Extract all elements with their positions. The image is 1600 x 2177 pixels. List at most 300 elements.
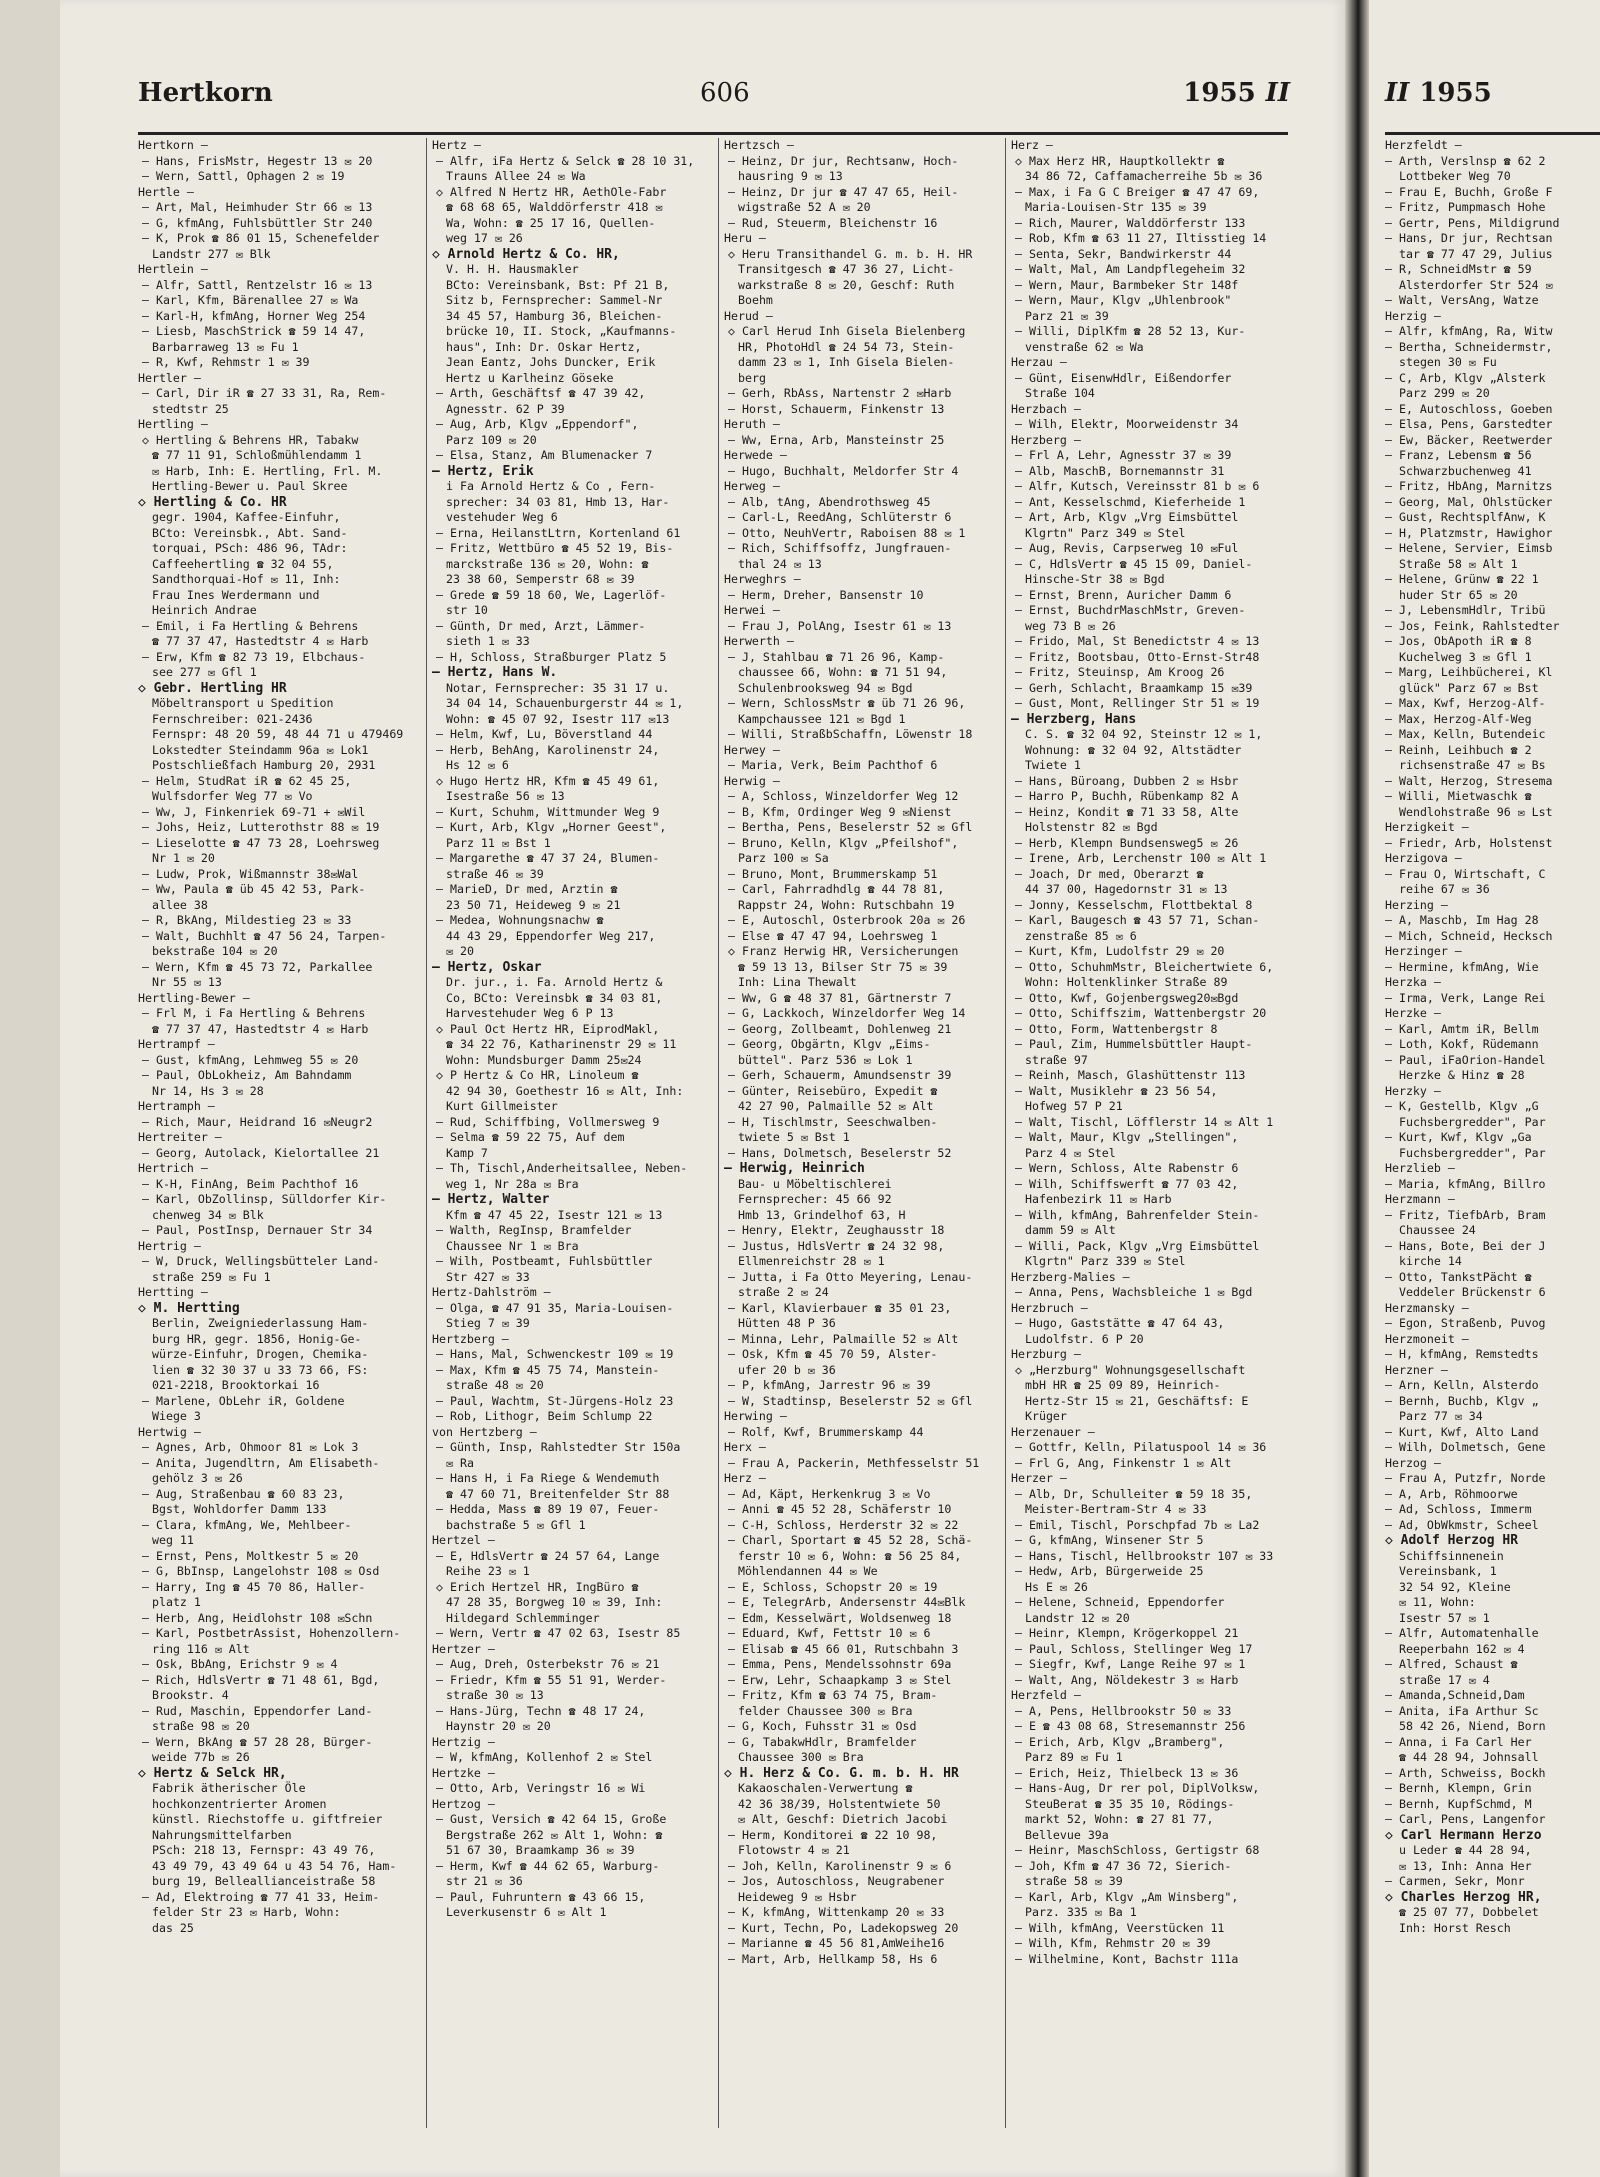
directory-entry: — Günth, Dr med, Arzt, Lämmer- xyxy=(436,618,646,633)
directory-entry: 34 04 14, Schauenburgerstr 44 ✉ 1, xyxy=(446,696,684,710)
directory-entry: V. H. H. Hausmakler xyxy=(446,262,579,276)
directory-entry: — Irene, Arb, Lerchenstr 100 ✉ Alt 1 xyxy=(1015,851,1267,865)
directory-entry: Veddeler Brückenstr 6 xyxy=(1399,1285,1546,1299)
directory-entry: — Wilhelmine, Kont, Bachstr 111a xyxy=(1015,1951,1239,1966)
directory-entry: — Herb, BehAng, Karolinenstr 24, xyxy=(436,742,660,757)
surname-heading: Heru — xyxy=(724,231,766,245)
surname-heading: Herzig — xyxy=(1385,308,1441,323)
directory-entry: — Karl, Kfm, Bärenallee 27 ✉ Wa xyxy=(142,293,359,307)
directory-entry: ☎ 25 07 77, Dobbelet xyxy=(1399,1905,1539,1919)
directory-entry: — Horst, Schauerm, Finkenstr 13 xyxy=(728,401,945,416)
directory-entry: haus", Inh: Dr. Oskar Hertz, xyxy=(446,339,642,354)
directory-entry: straße 30 ✉ 13 xyxy=(446,1688,544,1702)
directory-entry: PSch: 218 13, Fernspr: 43 49 76, xyxy=(152,1843,376,1857)
directory-entry: — Max, i Fa G C Breiger ☎ 47 47 69, xyxy=(1015,184,1260,199)
directory-entry: — Walt, Musiklehr ☎ 23 56 54, xyxy=(1015,1083,1218,1098)
directory-entry: — Wilh, Kfm, Rehmstr 20 ✉ 39 xyxy=(1015,1936,1211,1950)
directory-entry: — Gottfr, Kelln, Pilatuspool 14 ✉ 36 xyxy=(1015,1440,1267,1454)
directory-entry: Chaussee 300 ✉ Bra xyxy=(738,1750,864,1764)
directory-entry: C. S. ☎ 32 04 92, Steinstr 12 ✉ 1, xyxy=(1025,727,1263,741)
directory-columns xyxy=(138,138,1288,2128)
directory-entry: — Emil, Tischl, Porschpfad 7b ✉ La2 xyxy=(1015,1517,1260,1532)
directory-entry: ☎ 59 13 13, Bilser Str 75 ✉ 39 xyxy=(738,959,948,974)
surname-heading: Herzbach — xyxy=(1011,401,1081,416)
directory-entry: Hildegard Schlemminger xyxy=(446,1610,600,1625)
directory-entry: gehölz 3 ✉ 26 xyxy=(152,1471,243,1485)
directory-entry: Landstr 277 ✉ Blk xyxy=(152,246,271,261)
surname-heading: Hertzel — xyxy=(432,1533,495,1547)
directory-entry: ✉ Harb, Inh: E. Hertling, Frl. M. xyxy=(152,463,383,478)
directory-entry: künstl. Riechstoffe u. giftfreier xyxy=(152,1812,383,1826)
directory-entry: — MarieD, Dr med, Arztin ☎ xyxy=(436,882,618,896)
directory-entry: Bergstraße 262 ✉ Alt 1, Wohn: ☎ xyxy=(446,1827,663,1842)
surname-heading: Herzky — xyxy=(1385,1083,1441,1098)
directory-entry: — Jos, Autoschloss, Neugrabener xyxy=(728,1874,945,1888)
directory-entry: — C-H, Schloss, Herderstr 32 ✉ 22 xyxy=(728,1517,959,1532)
directory-entry: — Hans, Bote, Bei der J xyxy=(1385,1238,1546,1253)
directory-entry: — W, Druck, Wellingsbütteler Land- xyxy=(142,1254,380,1268)
column-3 xyxy=(724,138,1004,2128)
directory-entry: — Hans, Büroang, Dubben 2 ✉ Hsbr xyxy=(1015,773,1239,788)
directory-entry: — Ww, J, Finkenriek 69-71 + ✉Wil xyxy=(142,804,366,819)
surname-heading: Hertrig — xyxy=(138,1238,201,1253)
directory-entry: Berlin, Zweigniederlassung Ham- xyxy=(152,1316,369,1330)
firm-entry: ◇ Charles Herzog HR, xyxy=(1385,1889,1542,1905)
directory-entry: — R, Kwf, Rehmstr 1 ✉ 39 xyxy=(142,355,310,369)
directory-entry: — Amanda,Schneid,Dam xyxy=(1385,1688,1525,1702)
directory-entry: — Walth, RegInsp, Bramfelder xyxy=(436,1223,632,1237)
directory-entry: Ellmenreichstr 28 ✉ 1 xyxy=(738,1254,885,1268)
directory-entry: — Carl, Fahrradhdlg ☎ 44 78 81, xyxy=(728,882,945,896)
directory-entry: — Alfred, Schaust ☎ xyxy=(1385,1657,1518,1671)
surname-heading: Hertramph — xyxy=(138,1099,215,1113)
directory-entry: — E ☎ 43 08 68, Stresemannstr 256 xyxy=(1015,1719,1246,1733)
volume-label: II xyxy=(1265,78,1290,108)
directory-entry: — Ernst, BuchdrMaschMstr, Greven- xyxy=(1015,603,1246,617)
directory-entry: — Helm, Kwf, Lu, Böverstland 44 xyxy=(436,727,653,741)
directory-entry: Kurt Gillmeister xyxy=(446,1099,558,1113)
directory-entry: — Ant, Kesselschmd, Kieferheide 1 xyxy=(1015,494,1246,509)
directory-entry: Klgrtn" Parz 349 ✉ Stel xyxy=(1025,525,1186,540)
directory-entry: — Günth, Insp, Rahlstedter Str 150a xyxy=(436,1440,681,1454)
directory-entry: — Gust, Mont, Rellinger Str 51 ✉ 19 xyxy=(1015,696,1260,710)
directory-entry: wigstraße 52 A ✉ 20 xyxy=(738,200,871,214)
firm-entry: ◇ Carl Hermann Herzo xyxy=(1385,1827,1542,1843)
surname-heading: Herzke — xyxy=(1385,1006,1441,1020)
surname-heading: Herzka — xyxy=(1385,975,1441,989)
surname-heading: Herweg — xyxy=(724,479,780,493)
directory-entry: — Maria, Verk, Beim Pachthof 6 xyxy=(728,758,938,772)
directory-entry: weg 73 B ✉ 26 xyxy=(1025,618,1116,633)
directory-entry: — Anita, Jugendltrn, Am Elisabeth- xyxy=(142,1455,380,1470)
directory-entry: stedtstr 25 xyxy=(152,401,229,416)
directory-entry: — Hugo, Gaststätte ☎ 47 64 43, xyxy=(1015,1316,1225,1330)
directory-entry: Heideweg 9 ✉ Hsbr xyxy=(738,1889,857,1904)
directory-entry: — Ludw, Prok, Wißmannstr 38✉Wal xyxy=(142,866,359,881)
directory-entry: 51 67 30, Braamkamp 36 ✉ 39 xyxy=(446,1843,635,1857)
directory-entry: burg HR, gegr. 1856, Honig-Ge- xyxy=(152,1331,362,1346)
directory-entry: str 10 xyxy=(446,603,488,617)
directory-entry: — Rob, Kfm ☎ 63 11 27, Iltisstieg 14 xyxy=(1015,231,1267,245)
directory-entry: — Edm, Kesselwärt, Woldsenweg 18 xyxy=(728,1610,952,1625)
directory-entry: Notar, Fernsprecher: 35 31 17 u. xyxy=(446,680,670,695)
directory-entry: — H, Tischlmstr, Seeschwalben- xyxy=(728,1114,938,1129)
directory-entry: Reihe 23 ✉ 1 xyxy=(446,1564,530,1578)
directory-entry: Nr 55 ✉ 13 xyxy=(152,975,222,989)
directory-entry: ufer 20 b ✉ 36 xyxy=(738,1362,836,1377)
directory-entry: — Frau A, Packerin, Methfesselstr 51 xyxy=(728,1455,980,1470)
directory-entry: — Bruno, Mont, Brummerskamp 51 xyxy=(728,866,938,881)
directory-entry: — Lieselotte ☎ 47 73 28, Loehrsweg xyxy=(142,835,380,850)
directory-entry: — Jutta, i Fa Otto Meyering, Lenau- xyxy=(728,1269,973,1284)
directory-entry: Möbeltransport u Spedition xyxy=(152,696,334,710)
directory-entry: — Aug, Revis, Carpserweg 10 ✉Ful xyxy=(1015,541,1239,555)
directory-entry: Wohn: Mundsburger Damm 25✉24 xyxy=(446,1052,642,1067)
directory-entry: Str 427 ✉ 33 xyxy=(446,1269,530,1284)
directory-entry: — Anni ☎ 45 52 28, Schäferstr 10 xyxy=(728,1502,952,1516)
directory-entry: Wohnung: ☎ 32 04 92, Altstädter xyxy=(1025,742,1242,757)
directory-entry: Boehm xyxy=(738,293,773,307)
year-label: 1955 xyxy=(1183,78,1256,108)
next-page-volume: II xyxy=(1385,78,1410,108)
directory-entry: — Willi, DiplKfm ☎ 28 52 13, Kur- xyxy=(1015,324,1246,338)
directory-entry: — Senta, Sekr, Bandwirkerstr 44 xyxy=(1015,246,1232,261)
directory-entry: 47 28 35, Borgweg 10 ✉ 39, Inh: xyxy=(446,1595,663,1609)
firm-entry: — Hertz, Erik xyxy=(432,463,534,479)
directory-entry: — Hans H, i Fa Riege & Wendemuth xyxy=(436,1471,660,1485)
directory-entry: Fabrik ätherischer Öle xyxy=(152,1781,306,1795)
directory-entry: — Carl, Pens, Langenfor xyxy=(1385,1812,1546,1826)
directory-entry: — Gust, kfmAng, Lehmweg 55 ✉ 20 xyxy=(142,1052,359,1067)
book-gutter xyxy=(1345,0,1369,2177)
directory-entry: ◇ Hertling & Behrens HR, Tabakw xyxy=(142,432,359,447)
directory-entry: Klgrtn" Parz 339 ✉ Stel xyxy=(1025,1254,1186,1268)
directory-entry: Kfm ☎ 47 45 22, Isestr 121 ✉ 13 xyxy=(446,1207,663,1222)
directory-entry: — Otto, Kwf, Gojenbergsweg20✉Bgd xyxy=(1015,990,1239,1005)
directory-entry: — Ad, Elektroing ☎ 77 41 33, Heim- xyxy=(142,1889,380,1904)
directory-entry: — Günt, EisenwHdlr, Eißendorfer xyxy=(1015,370,1232,385)
directory-entry: — Willi, StraßbSchaffn, Löwenstr 18 xyxy=(728,727,973,741)
directory-entry: ☎ 77 11 91, Schloßmühlendamm 1 xyxy=(152,448,362,462)
directory-entry: — Gust, RechtsplfAnw, K xyxy=(1385,510,1546,524)
directory-entry: — Hans-Aug, Dr rer pol, DiplVolksw, xyxy=(1015,1781,1260,1795)
directory-entry: weide 77b ✉ 26 xyxy=(152,1750,250,1764)
directory-entry: — E, Schloss, Schopstr 20 ✉ 19 xyxy=(728,1579,938,1594)
directory-entry: — Wilh, Postbeamt, Fuhlsbüttler xyxy=(436,1254,653,1268)
directory-entry: ✉ 13, Inh: Anna Her xyxy=(1399,1858,1532,1873)
directory-entry: lien ☎ 32 30 37 u 33 73 66, FS: xyxy=(152,1362,369,1377)
directory-entry: 44 37 00, Hagedornstr 31 ✉ 13 xyxy=(1025,882,1228,896)
directory-entry: straße 58 ✉ 39 xyxy=(1025,1874,1123,1888)
directory-entry: i Fa Arnold Hertz & Co , Fern- xyxy=(446,479,656,493)
directory-entry: — C, HdlsVertr ☎ 45 15 09, Daniel- xyxy=(1015,556,1253,571)
directory-entry: — Hans, Tischl, Hellbrookstr 107 ✉ 33 xyxy=(1015,1548,1274,1563)
surname-heading: Herzer — xyxy=(1011,1471,1067,1485)
directory-entry: hochkonzentrierter Aromen xyxy=(152,1796,327,1811)
directory-entry: — Erw, Lehr, Schaapkamp 3 ✉ Stel xyxy=(728,1672,952,1687)
directory-entry: — Marlene, ObLehr iR, Goldene xyxy=(142,1393,345,1408)
directory-entry: — Max, Kelln, Butendeic xyxy=(1385,727,1546,741)
directory-entry: — Kurt, Kwf, Alto Land xyxy=(1385,1424,1539,1439)
directory-entry: Hertling-Bewer u. Paul Skree xyxy=(152,479,348,493)
directory-entry: — Paul, Fuhruntern ☎ 43 66 15, xyxy=(436,1889,646,1904)
directory-entry: allee 38 xyxy=(152,897,208,912)
directory-entry: — Frau O, Wirtschaft, C xyxy=(1385,866,1546,881)
directory-entry: hausring 9 ✉ 13 xyxy=(738,169,843,183)
directory-entry: Fernspr: 48 20 59, 48 44 71 u 479469 xyxy=(152,727,404,741)
directory-entry: ✉ 11, Wohn: xyxy=(1399,1595,1476,1609)
firm-entry: ◇ H. Herz & Co. G. m. b. H. HR xyxy=(724,1765,959,1781)
directory-entry: — Minna, Lehr, Palmaille 52 ✉ Alt xyxy=(728,1331,959,1346)
directory-entry: das 25 xyxy=(152,1920,194,1935)
directory-entry: — Joach, Dr med, Oberarzt ☎ xyxy=(1015,866,1204,881)
directory-entry: — Fritz, Steuinsp, Am Kroog 26 xyxy=(1015,665,1225,679)
directory-entry: — Georg, Autolack, Kielortallee 21 xyxy=(142,1145,380,1160)
directory-entry: — Elsa, Stanz, Am Blumenacker 7 xyxy=(436,448,653,462)
directory-entry: — G, BbInsp, Langelohstr 108 ✉ Osd xyxy=(142,1564,380,1578)
directory-entry: — Alb, MaschB, Bornemannstr 31 xyxy=(1015,463,1225,478)
directory-entry: Parz 109 ✉ 20 xyxy=(446,432,537,447)
directory-entry: — Medea, Wohnungsnachw ☎ xyxy=(436,913,604,927)
directory-entry: — Walt, Ang, Nöldekestr 3 ✉ Harb xyxy=(1015,1672,1239,1687)
surname-heading: Herzberg-Malies — xyxy=(1011,1269,1130,1284)
directory-entry: Kampchaussee 121 ✉ Bgd 1 xyxy=(738,711,906,726)
directory-entry: — Elisab ☎ 45 66 01, Rutschbahn 3 xyxy=(728,1641,959,1656)
directory-entry: — Osk, Kfm ☎ 45 70 59, Alster- xyxy=(728,1347,938,1361)
directory-entry: — Wern, Vertr ☎ 47 02 63, Isestr 85 xyxy=(436,1626,681,1640)
directory-entry: — Kurt, Techn, Po, Ladekopsweg 20 xyxy=(728,1920,959,1935)
directory-entry: — Olga, ☎ 47 91 35, Maria-Louisen- xyxy=(436,1300,674,1315)
directory-entry: — Helene, Grünw ☎ 22 1 xyxy=(1385,572,1539,586)
directory-entry: — Paul, Zim, Hummelsbüttler Haupt- xyxy=(1015,1037,1253,1051)
directory-entry: — Rud, Schiffbing, Vollmersweg 9 xyxy=(436,1114,660,1129)
directory-entry: — H, kfmAng, Remstedts xyxy=(1385,1347,1539,1361)
directory-entry: brücke 10, II. Stock, „Kaufmanns- xyxy=(446,324,677,338)
directory-entry: — K, Gestellb, Klgv „G xyxy=(1385,1099,1539,1113)
directory-entry: Sitz b, Fernsprecher: Sammel-Nr xyxy=(446,293,663,307)
directory-entry: Vereinsbank, 1 xyxy=(1399,1564,1497,1578)
directory-entry: — Otto, Arb, Veringstr 16 ✉ Wi xyxy=(436,1781,646,1795)
directory-entry: Kamp 7 xyxy=(446,1145,488,1160)
directory-entry: — Bertha, Pens, Beselerstr 52 ✉ Gfl xyxy=(728,820,973,834)
surname-heading: Herx — xyxy=(724,1440,766,1454)
directory-entry: venstraße 62 ✉ Wa xyxy=(1025,339,1144,354)
directory-entry: — Harry, Ing ☎ 45 70 86, Haller- xyxy=(142,1579,366,1594)
directory-entry: — J, Stahlbau ☎ 71 26 96, Kamp- xyxy=(728,649,945,664)
surname-heading: Herzau — xyxy=(1011,355,1067,369)
directory-entry: 34 45 57, Hamburg 36, Bleichen- xyxy=(446,308,663,323)
directory-entry: — Arth, Geschäftsf ☎ 47 39 42, xyxy=(436,386,646,400)
directory-entry: vestehuder Weg 6 xyxy=(446,510,558,524)
directory-entry: — K, kfmAng, Wittenkamp 20 ✉ 33 xyxy=(728,1905,945,1919)
directory-entry: — Aug, Dreh, Osterbekstr 76 ✉ 21 xyxy=(436,1657,660,1671)
directory-entry: 58 42 26, Niend, Born xyxy=(1399,1719,1546,1733)
directory-entry: zenstraße 85 ✉ 6 xyxy=(1025,928,1137,943)
directory-entry: Möhlendannen 44 ✉ We xyxy=(738,1564,878,1578)
directory-entry: — Frl A, Lehr, Agnesstr 37 ✉ 39 xyxy=(1015,448,1232,462)
directory-entry: — Bernh, KupfSchmd, M xyxy=(1385,1796,1532,1811)
directory-entry: — Karl, Arb, Klgv „Am Winsberg", xyxy=(1015,1889,1239,1904)
directory-entry: — A, Pens, Hellbrookstr 50 ✉ 33 xyxy=(1015,1703,1232,1718)
directory-entry: straße 97 xyxy=(1025,1052,1088,1067)
surname-heading: Hertz-Dahlström — xyxy=(432,1285,551,1299)
directory-entry: — Wern, Schloss, Alte Rabenstr 6 xyxy=(1015,1161,1239,1175)
directory-entry: — Osk, BbAng, Erichstr 9 ✉ 4 xyxy=(142,1657,338,1671)
directory-entry: Meister-Bertram-Str 4 ✉ 33 xyxy=(1025,1502,1207,1516)
directory-entry: 43 49 79, 43 49 64 u 43 54 76, Ham- xyxy=(152,1858,397,1873)
directory-entry: Parz 89 ✉ Fu 1 xyxy=(1025,1750,1123,1764)
directory-entry: — Ww, G ☎ 48 37 81, Gärtnerstr 7 xyxy=(728,990,952,1005)
directory-entry: — Wern, Kfm ☎ 45 73 72, Parkallee xyxy=(142,959,373,974)
directory-entry: — Aug, Arb, Klgv „Eppendorf", xyxy=(436,417,639,431)
directory-entry: — Paul, ObLokheiz, Am Bahndamm xyxy=(142,1068,352,1082)
directory-entry: 44 43 29, Eppendorfer Weg 217, xyxy=(446,928,656,943)
directory-entry: — Helm, StudRat iR ☎ 62 45 25, xyxy=(142,773,352,788)
directory-entry: — Harro P, Buchh, Rübenkamp 82 A xyxy=(1015,789,1239,803)
directory-entry: — Paul, iFaOrion-Handel xyxy=(1385,1052,1546,1067)
directory-entry: würze-Einfuhr, Drogen, Chemika- xyxy=(152,1347,369,1361)
directory-entry: Hütten 48 P 36 xyxy=(738,1316,836,1330)
directory-entry: — Heinz, Dr jur ☎ 47 47 65, Heil- xyxy=(728,184,959,199)
directory-entry: — Karl, PostbetrAssist, Hohenzollern- xyxy=(142,1626,401,1640)
directory-entry: — Fritz, Wettbüro ☎ 45 52 19, Bis- xyxy=(436,541,674,555)
surname-heading: Hertting — xyxy=(138,1285,208,1299)
directory-entry: — Helene, Servier, Eimsb xyxy=(1385,541,1553,555)
surname-heading: Hertle — xyxy=(138,184,194,199)
directory-entry: Flotowstr 4 ✉ 21 xyxy=(738,1843,850,1857)
directory-entry: — Willi, Mietwaschk ☎ xyxy=(1385,789,1532,803)
directory-entry: warkstraße 8 ✉ 20, Geschf: Ruth xyxy=(738,277,955,292)
directory-entry: Frau Ines Werdermann und xyxy=(152,587,320,602)
directory-entry: — Karl-H, kfmAng, Horner Weg 254 xyxy=(142,308,366,323)
surname-heading: Hertrich — xyxy=(138,1161,208,1175)
directory-entry: — Anna, i Fa Carl Her xyxy=(1385,1734,1532,1749)
directory-entry: Hafenbezirk 11 ✉ Harb xyxy=(1025,1192,1172,1206)
directory-entry: Wohn: Holtenklinker Straße 89 xyxy=(1025,975,1228,989)
page-number: 606 xyxy=(700,78,750,108)
directory-entry: — Frau J, PolAng, Isestr 61 ✉ 13 xyxy=(728,618,952,633)
directory-entry: — B, Kfm, Ordinger Weg 9 ✉Nienst xyxy=(728,804,952,819)
directory-entry: HR, PhotoHdl ☎ 24 54 73, Stein- xyxy=(738,339,955,354)
directory-entry: — Karl, Baugesch ☎ 43 57 71, Schan- xyxy=(1015,913,1260,927)
directory-entry: — R, BkAng, Mildestieg 23 ✉ 33 xyxy=(142,913,352,927)
directory-entry: — Selma ☎ 59 22 75, Auf dem xyxy=(436,1130,625,1144)
directory-entry: — Paul, Wachtm, St-Jürgens-Holz 23 xyxy=(436,1393,674,1408)
directory-entry: — Jos, ObApoth iR ☎ 8 xyxy=(1385,634,1532,648)
directory-entry: Schulenbrooksweg 94 ✉ Bgd xyxy=(738,680,913,695)
directory-entry: Inh: Horst Resch xyxy=(1399,1920,1511,1935)
directory-entry: — K, Prok ☎ 86 01 15, Schenefelder xyxy=(142,231,380,245)
directory-entry: reihe 67 ✉ 36 xyxy=(1399,882,1490,896)
directory-entry: — Ww, Erna, Arb, Mansteinstr 25 xyxy=(728,432,945,447)
directory-entry: u Leder ☎ 44 28 94, xyxy=(1399,1843,1532,1857)
directory-entry: — Otto, NeuhVertr, Raboisen 88 ✉ 1 xyxy=(728,525,966,540)
directory-entry: — Otto, Schiffszim, Wattenbergstr 20 xyxy=(1015,1006,1267,1020)
directory-entry: — Johs, Heiz, Lutterothstr 88 ✉ 19 xyxy=(142,820,380,834)
surname-heading: Heruth — xyxy=(724,417,780,431)
directory-entry: ☎ 68 68 65, Walddörferstr 418 ✉ xyxy=(446,200,663,214)
directory-entry: Parz 100 ✉ Sa xyxy=(738,851,829,865)
directory-entry: Fernschreiber: 021-2436 xyxy=(152,711,313,726)
directory-entry: Kuchelweg 3 ✉ Gfl 1 xyxy=(1399,649,1532,664)
directory-entry: weg 1, Nr 28a ✉ Bra xyxy=(446,1176,579,1191)
surname-heading: Herzner — xyxy=(1385,1362,1448,1377)
directory-entry: Straße 58 ✉ Alt 1 xyxy=(1399,556,1518,571)
surname-heading: Herzenauer — xyxy=(1011,1424,1095,1439)
directory-entry: Bellevue 39a xyxy=(1025,1827,1109,1842)
directory-entry: berg xyxy=(738,370,766,385)
directory-entry: — Fritz, HbAng, Marnitzs xyxy=(1385,479,1553,493)
directory-entry: Rappstr 24, Wohn: Rutschbahn 19 xyxy=(738,897,955,912)
surname-heading: Herzing — xyxy=(1385,897,1448,912)
directory-entry: burg 19, Belleallianceistraße 58 xyxy=(152,1874,376,1888)
directory-entry: — Aug, Straßenbau ☎ 60 83 23, xyxy=(142,1486,345,1501)
directory-entry: — E, TelegrArb, Andersenstr 44✉Blk xyxy=(728,1595,966,1609)
directory-entry: — Frido, Mal, St Benedictstr 4 ✉ 13 xyxy=(1015,634,1260,648)
firm-entry: ◇ Gebr. Hertling HR xyxy=(138,680,287,696)
directory-entry: — P, kfmAng, Jarrestr 96 ✉ 39 xyxy=(728,1378,931,1392)
directory-entry: straße 2 ✉ 24 xyxy=(738,1285,829,1299)
directory-entry: — Frau A, Putzfr, Norde xyxy=(1385,1471,1546,1485)
directory-entry: — Joh, Kfm ☎ 47 36 72, Sierich- xyxy=(1015,1858,1232,1873)
directory-entry: — Wilh, kfmAng, Bahrenfelder Stein- xyxy=(1015,1207,1260,1222)
directory-entry: — Carl, Dir iR ☎ 27 33 31, Ra, Rem- xyxy=(142,386,387,400)
directory-entry: ◇ P Hertz & Co HR, Linoleum ☎ xyxy=(436,1068,639,1082)
directory-entry: Co, BCto: Vereinsbk ☎ 34 03 81, xyxy=(446,990,663,1005)
directory-entry: — Herm, Kwf ☎ 44 62 65, Warburg- xyxy=(436,1858,660,1873)
directory-entry: 021-2218, Brooktorkai 16 xyxy=(152,1378,320,1392)
directory-entry: — A, Schloss, Winzeldorfer Weg 12 xyxy=(728,789,959,803)
directory-entry: Alsterdorfer Str 524 ✉ xyxy=(1399,277,1553,292)
directory-entry: 42 94 30, Goethestr 16 ✉ Alt, Inh: xyxy=(446,1083,684,1098)
directory-entry: — Irma, Verk, Lange Rei xyxy=(1385,990,1546,1005)
directory-entry: — Art, Arb, Klgv „Vrg Eimsbüttel xyxy=(1015,510,1239,524)
directory-entry: — Ew, Bäcker, Reetwerder xyxy=(1385,432,1553,447)
surname-heading: Hertz — xyxy=(432,138,481,152)
directory-entry: — Herb, Ang, Heidlohstr 108 ✉Schn xyxy=(142,1610,373,1625)
directory-entry: Hofweg 57 P 21 xyxy=(1025,1099,1123,1113)
column-divider xyxy=(718,138,719,2128)
directory-entry: — Fritz, TiefbArb, Bram xyxy=(1385,1207,1546,1222)
directory-entry: — Otto, SchuhmMstr, Bleichertwiete 6, xyxy=(1015,959,1274,974)
directory-entry: — Walt, Mal, Am Landpflegeheim 32 xyxy=(1015,262,1246,276)
surname-heading: Hertzsch — xyxy=(724,138,794,152)
directory-entry: — Elsa, Pens, Garstedter xyxy=(1385,417,1553,431)
surname-heading: Herwing — xyxy=(724,1409,787,1423)
surname-heading: Herzmann — xyxy=(1385,1192,1455,1206)
directory-entry: Postschließfach Hamburg 20, 2931 xyxy=(152,758,376,772)
surname-heading: Hertrampf — xyxy=(138,1037,215,1051)
directory-entry: — Frl G, Ang, Finkenstr 1 ✉ Alt xyxy=(1015,1455,1232,1470)
directory-entry: — Gust, Versich ☎ 42 64 15, Große xyxy=(436,1812,667,1826)
surname-heading: Herzbruch — xyxy=(1011,1300,1088,1315)
surname-heading: Herwig — xyxy=(724,773,780,788)
directory-entry: straße 98 ✉ 20 xyxy=(152,1719,250,1733)
directory-entry: — Bruno, Kelln, Klgv „Pfeilshof", xyxy=(728,835,959,850)
directory-entry: — Rich, Maur, Heidrand 16 ✉Neugr2 xyxy=(142,1114,373,1129)
header-rule xyxy=(138,132,1288,135)
surname-heading: Herud — xyxy=(724,308,773,323)
directory-entry: ☎ 44 28 94, Johnsall xyxy=(1399,1750,1539,1764)
directory-entry: — Joh, Kelln, Karolinenstr 9 ✉ 6 xyxy=(728,1858,952,1873)
directory-entry: — Max, Kfm ☎ 45 75 74, Manstein- xyxy=(436,1362,660,1377)
directory-entry: damm 23 ✉ 1, Inh Gisela Bielen- xyxy=(738,355,955,369)
directory-entry: — Ad, Schloss, Immerm xyxy=(1385,1502,1532,1516)
directory-entry: — Wilh, Dolmetsch, Gene xyxy=(1385,1440,1546,1454)
directory-entry: Nr 14, Hs 3 ✉ 28 xyxy=(152,1083,264,1098)
directory-entry: ✉ 20 xyxy=(446,944,474,958)
directory-entry: — Kurt, Kwf, Klgv „Ga xyxy=(1385,1130,1532,1144)
